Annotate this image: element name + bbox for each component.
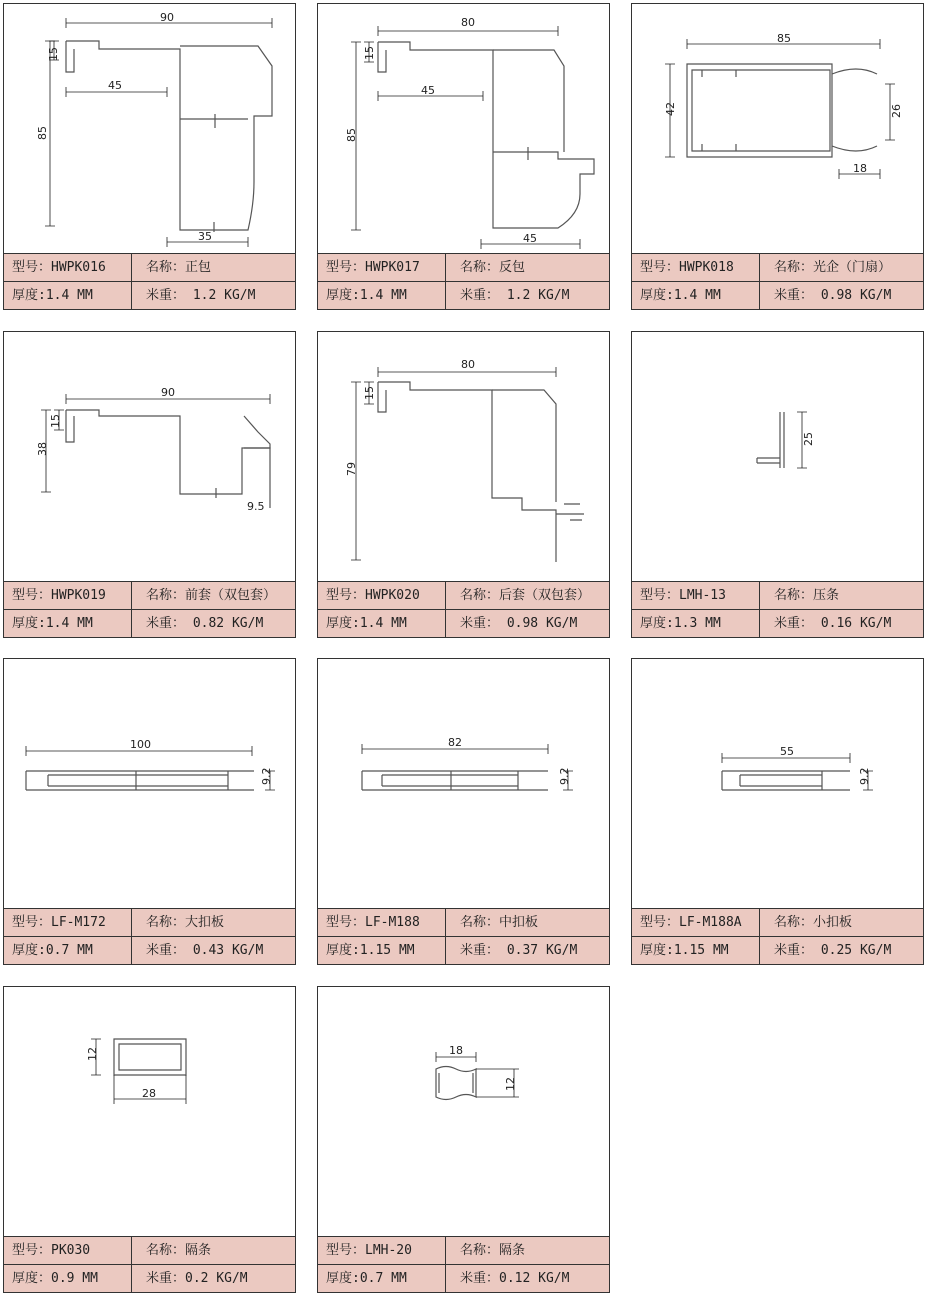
product-card-lf-m188a [631,658,924,965]
dim-label: 15 [47,47,60,61]
product-card-lf-m172 [3,658,296,965]
dim-label: 90 [160,11,174,24]
thickness: 厚度:1.4 MM [632,282,760,309]
dim-label: 80 [461,16,475,29]
weight-per-meter: 米重： 0.98 KG/M [774,288,892,303]
product-card-lmh-20 [317,986,610,1293]
dim-label: 9.2 [558,767,571,785]
thickness: 厚度：0.9 MM [4,1265,132,1292]
dim-label: 82 [448,736,462,749]
spec-table [318,1236,609,1292]
product-name: 名称：隔条 [146,1243,212,1258]
product-card-hwpk016 [3,3,296,310]
dim-label: 15 [49,414,62,428]
spec-table [318,253,609,309]
weight-per-meter: 米重： 0.82 KG/M [146,616,264,631]
weight-per-meter: 米重： 0.98 KG/M [460,616,578,631]
dim-label: 45 [523,232,537,245]
profile-drawing [4,4,295,254]
model-number: 型号：LMH-13 [632,582,760,609]
spec-table [4,1236,295,1292]
spec-table [632,908,923,964]
product-name: 名称：压条 [774,588,840,603]
thickness: 厚度:1.4 MM [318,282,446,309]
product-name: 名称：中扣板 [460,915,539,930]
product-card-lmh-13 [631,331,924,638]
dim-label: 79 [345,462,358,476]
dim-label: 55 [780,745,794,758]
product-card-hwpk018 [631,3,924,310]
model-number: 型号：HWPK019 [4,582,132,609]
dim-label: 45 [421,84,435,97]
product-card-hwpk019 [3,331,296,638]
thickness: 厚度:0.7 MM [4,937,132,964]
product-card-hwpk020 [317,331,610,638]
spec-table [632,253,923,309]
dim-label: 15 [363,386,376,400]
dim-label: 9.2 [260,767,273,785]
product-name: 名称：隔条 [460,1243,526,1258]
product-name: 名称：大扣板 [146,915,225,930]
thickness: 厚度:1.15 MM [318,937,446,964]
dim-label: 18 [449,1044,463,1057]
product-card-lf-m188 [317,658,610,965]
model-number: 型号：LF-M172 [4,909,132,936]
weight-per-meter: 米重：0.12 KG/M [460,1271,570,1286]
product-name: 名称：小扣板 [774,915,853,930]
dim-label: 35 [198,230,212,243]
thickness: 厚度:1.15 MM [632,937,760,964]
dim-label: 42 [664,102,677,116]
thickness: 厚度:1.4 MM [4,610,132,637]
model-number: 型号：LF-M188A [632,909,760,936]
weight-per-meter: 米重： 1.2 KG/M [146,288,256,303]
profile-drawing [318,4,609,254]
weight-per-meter: 米重： 1.2 KG/M [460,288,570,303]
product-name: 名称：前套（双包套） [146,588,277,603]
profile-drawing [318,332,609,582]
dim-label: 9.5 [247,500,265,513]
weight-per-meter: 米重： 0.43 KG/M [146,943,264,958]
weight-per-meter: 米重： 0.16 KG/M [774,616,892,631]
dim-label: 26 [890,104,903,118]
spec-table [4,253,295,309]
product-name: 名称：后套（双包套） [460,588,591,603]
dim-label: 45 [108,79,122,92]
model-number: 型号：HWPK016 [4,254,132,281]
dim-label: 12 [86,1047,99,1061]
profile-drawing [632,659,923,909]
thickness: 厚度:1.4 MM [4,282,132,309]
dim-label: 12 [504,1077,517,1091]
model-number: 型号：LMH-20 [318,1237,446,1264]
model-number: 型号：HWPK017 [318,254,446,281]
spec-table [4,581,295,637]
profile-drawing [632,332,923,582]
product-name: 名称：光企（门扇） [774,260,892,275]
dim-label: 100 [130,738,151,751]
dim-label: 9.2 [858,767,871,785]
model-number: 型号：HWPK018 [632,254,760,281]
profile-drawing [4,659,295,909]
profile-drawing [4,332,295,582]
dim-label: 38 [36,442,49,456]
product-name: 名称：正包 [146,260,212,275]
profile-drawing [318,987,609,1237]
spec-table [632,581,923,637]
model-number: 型号：LF-M188 [318,909,446,936]
weight-per-meter: 米重：0.2 KG/M [146,1271,248,1286]
dim-label: 85 [345,128,358,142]
dim-label: 18 [853,162,867,175]
weight-per-meter: 米重： 0.25 KG/M [774,943,892,958]
product-card-hwpk017 [317,3,610,310]
dim-label: 15 [363,46,376,60]
dim-label: 85 [777,32,791,45]
dim-label: 80 [461,358,475,371]
dim-label: 28 [142,1087,156,1100]
spec-table [318,908,609,964]
product-name: 名称：反包 [460,260,526,275]
profile-drawing [632,4,923,254]
thickness: 厚度:1.3 MM [632,610,760,637]
spec-table [318,581,609,637]
model-number: 型号：PK030 [4,1237,132,1264]
dim-label: 85 [36,126,49,140]
profile-drawing [4,987,295,1237]
thickness: 厚度:1.4 MM [318,610,446,637]
weight-per-meter: 米重： 0.37 KG/M [460,943,578,958]
dim-label: 25 [802,432,815,446]
product-card-pk030 [3,986,296,1293]
model-number: 型号：HWPK020 [318,582,446,609]
dim-label: 90 [161,386,175,399]
profile-drawing [318,659,609,909]
spec-table [4,908,295,964]
thickness: 厚度:0.7 MM [318,1265,446,1292]
